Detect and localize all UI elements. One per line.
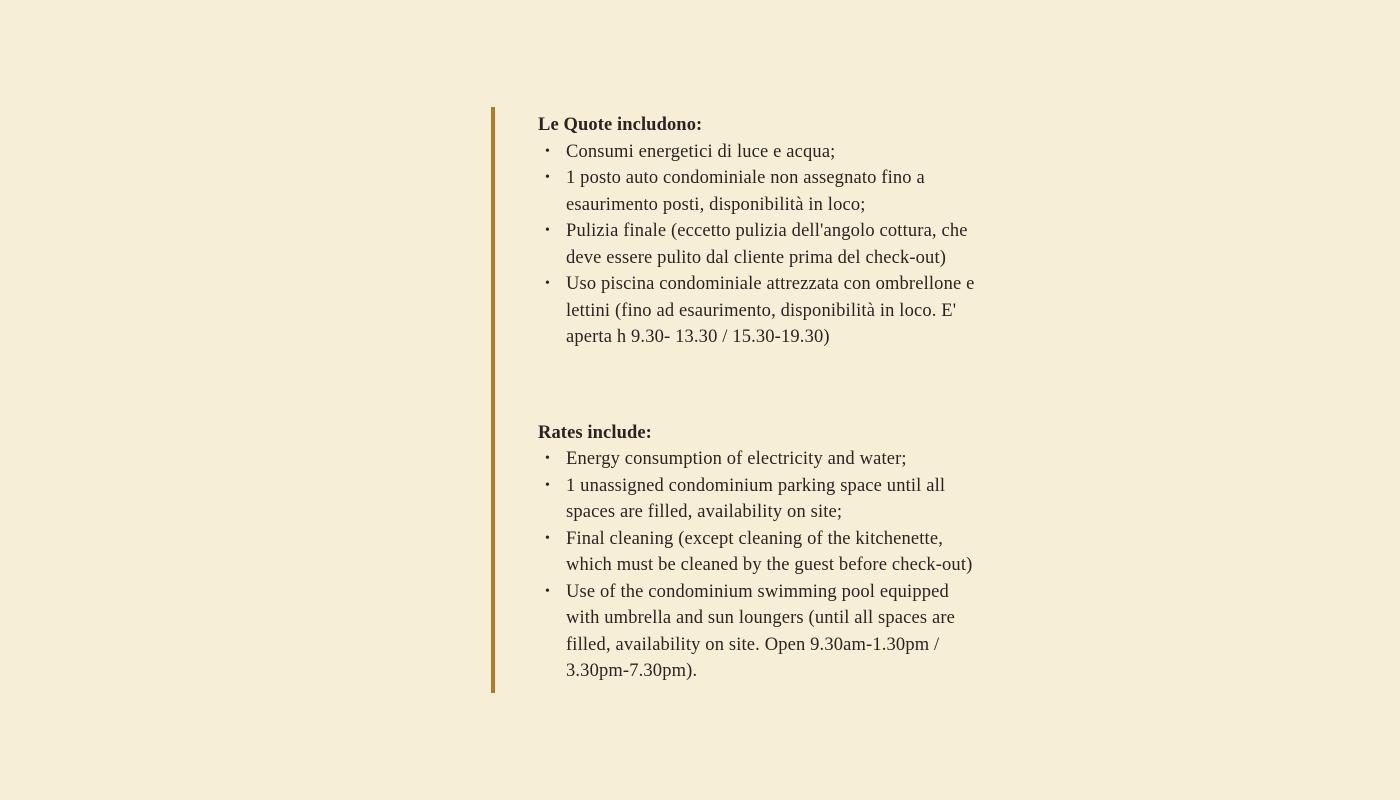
- item-list: [538, 139, 1078, 351]
- line: Pulizia finale (eccetto pulizia dell'angolo cottura, che: [566, 221, 968, 241]
- line: lettini (fino ad esaurimento, disponibilità in loco. E': [566, 300, 957, 321]
- bullet-icon: •: [545, 477, 551, 493]
- line: 1 unassigned condominium parking space until all: [566, 475, 946, 496]
- line: aperta h 9.30- 13.30 / 15.30-19.30): [566, 327, 830, 347]
- line: 1 posto auto condominiale non assegnato fino a: [566, 168, 925, 188]
- line: 3.30pm-7.30pm).: [566, 661, 698, 681]
- line: with umbrella and sun loungers (until all spaces are: [566, 608, 956, 628]
- bullet-icon: •: [545, 583, 551, 599]
- item-list: [538, 446, 1078, 685]
- list-item: [538, 139, 1078, 166]
- line: Use of the condominium swimming pool equipped: [566, 581, 949, 602]
- line: which must be cleaned by the guest before check-out): [566, 555, 973, 575]
- line: esaurimento posti, disponibilità in loco;: [566, 194, 866, 215]
- line: Uso piscina condominiale attrezzata con ombrellone e: [566, 274, 975, 294]
- line: Energy consumption of electricity and water;: [566, 449, 907, 469]
- bullet-icon: •: [545, 276, 551, 291]
- section-title: Le Quote includono:: [538, 115, 703, 135]
- line: Consumi energetici di luce e acqua;: [566, 141, 836, 162]
- bullet-icon: •: [545, 530, 551, 546]
- bullet-icon: •: [545, 223, 551, 238]
- line: spaces are filled, availability on site;: [566, 502, 843, 522]
- section-english: [538, 420, 1078, 685]
- bullet-icon: •: [545, 170, 551, 185]
- accent-bar: [491, 107, 495, 693]
- line: Final cleaning (except cleaning of the kitchenette,: [566, 528, 943, 549]
- line: filled, availability on site. Open 9.30am-1.30pm /: [566, 634, 940, 655]
- list-item: [538, 446, 1078, 473]
- list-item: [538, 165, 1078, 218]
- list-item: [538, 271, 1078, 351]
- list-item: [538, 526, 1078, 579]
- line: deve essere pulito dal cliente prima del check-out): [566, 247, 947, 268]
- list-item: [538, 579, 1078, 685]
- bullet-icon: •: [545, 451, 551, 466]
- bullet-icon: •: [545, 143, 551, 159]
- section-title: Rates include:: [538, 422, 652, 443]
- content: [538, 112, 1078, 685]
- list-item: [538, 473, 1078, 526]
- list-item: [538, 218, 1078, 271]
- section-italian: [538, 112, 1078, 351]
